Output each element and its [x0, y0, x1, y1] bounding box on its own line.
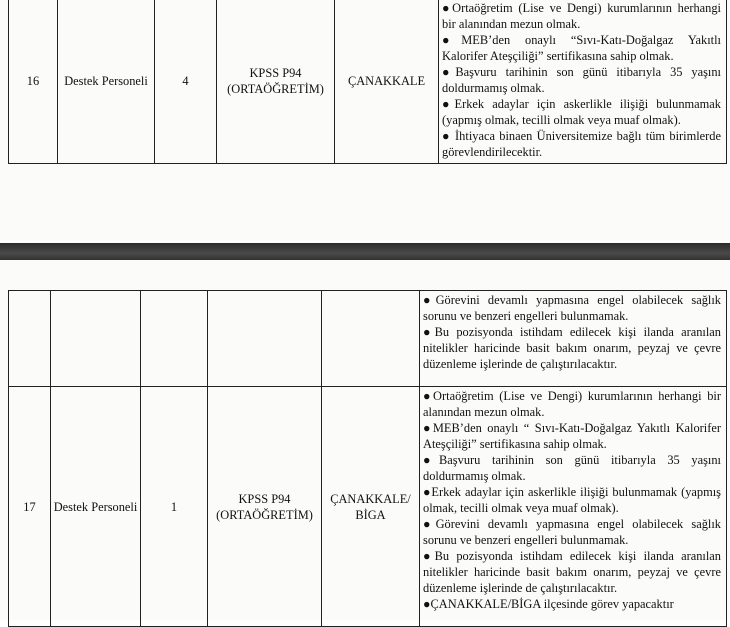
requirement-item: ●Ortaöğretim (Lise ve Dengi) kurumlarının herhangi bir alanından mezun olmak.: [423, 389, 721, 419]
requirement-item: ●Başvuru tarihinin son günü itibarıyla 35 yaşını doldurmamış olmak.: [442, 65, 721, 95]
positions-table-top: [8, 0, 727, 164]
requirements-cell: [420, 291, 727, 387]
requirement-item: ●Ortaöğretim (Lise ve Dengi) kurumlarının herhangi bir alanından mezun olmak.: [442, 1, 721, 31]
requirement-item: ●Erkek adaylar için askerlikle ilişiği bulunmamak (yapmış olmak, tecilli olmak veya muaf olmak).: [442, 97, 721, 127]
position-title: Destek Personeli: [58, 0, 155, 164]
row-number: 16: [9, 0, 58, 164]
document-page-bottom: [0, 260, 730, 620]
position-count: 1: [141, 387, 208, 627]
requirement-item: ●Görevini devamlı yapmasına engel olabilecek sağlık sorunu ve benzeri engelleri bulunmamak.: [423, 293, 721, 323]
requirements-cell: [439, 0, 727, 164]
exam-type: KPSS P94 (ORTAÖĞRETİM): [208, 387, 322, 627]
requirement-item: ●Görevini devamlı yapmasına engel olabilecek sağlık sorunu ve benzeri engelleri bulunmamak.: [423, 517, 721, 547]
position-title: Destek Personeli: [51, 387, 141, 627]
requirement-item: ●Bu pozisyonda istihdam edilecek kişi ilanda aranılan nitelikler haricinde basit bakım onarım, peyzaj ve çevre düzenleme işlerinde de çalıştırılacaktır.: [423, 549, 721, 595]
positions-table-bottom: [8, 290, 727, 627]
exam-type: KPSS P94 (ORTAÖĞRETİM): [217, 0, 335, 164]
document-page-top: [0, 0, 730, 243]
requirement-item: ●Başvuru tarihinin son günü itibarıyla 35 yaşını doldurmamış olmak.: [423, 453, 721, 483]
requirements-cell: [420, 387, 727, 627]
location: ÇANAKKALE: [335, 0, 439, 164]
position-count: 4: [155, 0, 217, 164]
requirement-item: ●ÇANAKKALE/BİGA ilçesinde görev yapacaktır: [423, 597, 674, 611]
requirement-item: ●MEB’den onaylı “Sıvı-Katı-Doğalgaz Yakıtlı Kalorifer Ateşçiliği” sertifikasına sahip olmak.: [442, 33, 721, 63]
table-row: [9, 0, 727, 164]
requirement-item: ● İhtiyaca binaen Üniversitemize bağlı tüm birimlerde görevlendirilecektir.: [442, 129, 721, 159]
requirement-item: ●MEB’den onaylı “ Sıvı-Katı-Doğalgaz Yakıtlı Kalorifer Ateşçiliği” sertifikasına sahip olmak.: [423, 421, 721, 451]
requirement-item: ●Erkek adaylar için askerlikle ilişiği bulunmamak (yapmış olmak, tecilli olmak veya muaf olmak).: [423, 485, 721, 515]
table-row: [9, 387, 727, 627]
table-row: [9, 291, 727, 387]
requirement-item: ●Bu pozisyonda istihdam edilecek kişi ilanda aranılan nitelikler haricinde basit bakım onarım, peyzaj ve çevre düzenleme işlerinde de çalıştırılacaktır.: [423, 325, 721, 371]
location: ÇANAKKALE/ BİGA: [322, 387, 420, 627]
page-divider: [0, 243, 730, 260]
row-number: 17: [9, 387, 51, 627]
